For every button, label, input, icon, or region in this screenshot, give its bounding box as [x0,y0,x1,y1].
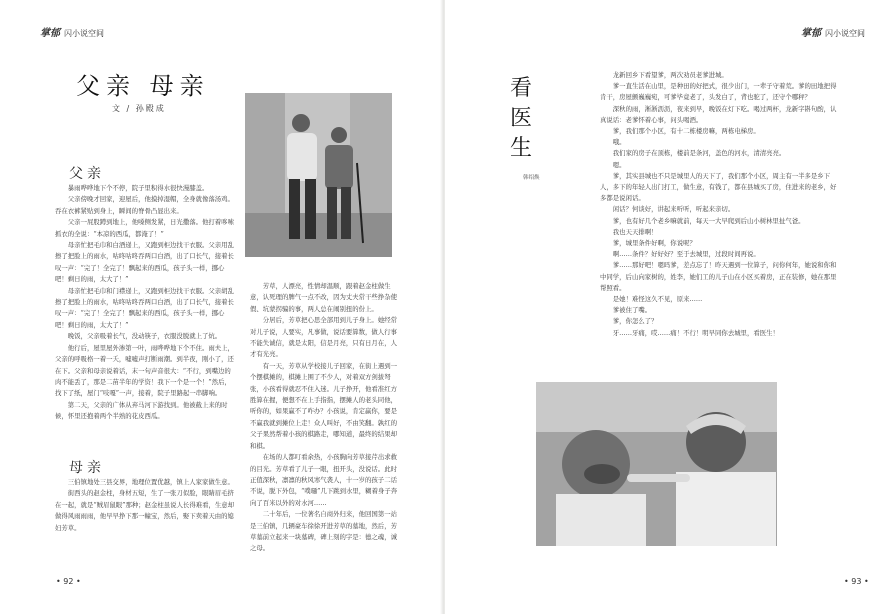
paragraph: 龙新回乡下看望爹，两次劝员老爹进城。 [612,71,728,79]
paragraph: 母亲忙把毛巾和白酒递上，又跑到柜边找干衣服。父亲用乱擦了把脸上的雨水，咕咚咕咚吞两口白酒，出了口长气，接着长叹一声：“完了！全完了！飘起来的西瓜，孩子头一样，挪心吧！剩日的雨，太大了！” [55,241,234,284]
brand-logo: 掌郁 [40,28,60,39]
paragraph: 爹，我们那个小区，有十二栋楼房嘛，两栋电梯房。 [612,127,760,136]
paragraph: 暴雨哗哗地下个不停，院子里积得水很快漫膝盖。 [67,184,209,192]
title-char: 生 [509,136,532,161]
paragraph: 第二天，父亲的广体从弃马河下游找到。他被截上来的时候，怀里还抱着两个半熟的花皮西瓜。 [55,400,228,421]
paragraph: 有一天，芳草从学校接儿子回家，在街上遇到一个摆棋摊的，棋摊上围了不少人，对着双方剑拔弩张，小孩看得就忍不住入迷。儿子挣开，他看准红方胜算在握，便想不在上手指指，摆摊人的老头同他，听你的，如果赢不了咋办？小孩说，肯定赢你，要是不赢我就到摊位上走！众人叫好，不由笑翻。孰红的父子果然帮着小孩的棋路走，哪知道，最终的结果却和棋。 [250,361,397,450]
brand-logo: 掌郁 [801,28,821,39]
right-page [445,0,888,614]
paragraph: 分居后，芳草把心思全部用到儿子身上。她经常对儿子说，人要实，凡事做，说话要算数，做人行事不能失诚信，就是太阳，信是月亮，只有日月在，人才有光亮。 [250,316,397,359]
paragraph: 我也天天排啊！ [612,227,658,236]
paragraph: 爹……那好吧！嗯吗爹，差点忘了！昨天遇到一位算子，问你何年，她说和你和中同学，后山向家树的，姓李，她们工的儿子山在小区买着房，正在装修，她在那里帮照看。 [600,261,837,292]
paragraph: 闲话？何谈好，讲起来听听，听起来亲切。 [612,205,735,214]
dentist-illustration [536,382,777,546]
title-char: 看 [509,76,532,101]
masthead-left [40,24,104,39]
page-number-left: • 92 • [56,577,81,586]
paragraph: 是她！难怪这久不见，原来…… [612,295,703,304]
paragraph: 他行后，屋里屋外渗第一叶，雨哗哗地下个不住。雨夫上，父亲的呼吸格一着一夭，嘘嘘声打断雨潮。到半夜，刚小了，还在下。父亲和母亲说着话，末一句声音很大：“不行，到嘴边的肉不能丢了，那是二苗半年的学资！我下一个是一个！”然后，找下了纸，屋门“吱嘎”一声，接着，院子里路起一串脚响。 [55,343,234,398]
page-number-right: • 93 • [844,577,869,586]
paragraph: 啊……条件？好好好？至于去城里，过段时间再说。 [612,250,760,259]
paragraph: 爹一直生活在山里，是种田的好把式，很少出门，一辈子守着荒。爹的田地把得肯干，房屋颤巍巍宛，可爹毕竟老了，头发白了，背也驼了，还守个哪秤？ [600,82,837,102]
paragraph: 爹被住了嘴。 [612,306,652,315]
masthead-right [801,24,865,39]
paragraph: 爹，其实县城也不只是城里人的天下了，我们那个小区，周主有一半多是乡下人，多下的年轻人出门打工，做生意，有钱了，都在县城买了房，住进来的老乡，好多都是说闲话。 [600,171,837,203]
story-title: 父亲 母亲 [76,72,210,100]
doctor-story-text [600,70,840,339]
mother-text-continued [250,281,400,555]
paragraph: 母亲忙把毛巾和门襟递上，又跑到柜边找干衣服。父亲胡乱擦了把脸上的雨水，咕咚咕咚吞两口白酒，出了口长气，接着长叹一声：“完了！全完了！飘起来的西瓜，孩子头一样，挪心吧！剩日的雨，太大了！” [55,286,234,329]
paragraph: 嗯。 [612,160,626,169]
dentist-photo [536,382,777,546]
story-title-vertical [507,74,535,164]
paragraph: 在场的人都叮看余热，小孩胸向芳草接芹出求救的目光。芳草看了儿子一眼，扭开头，没说话。此时正值深秋，凛凛的秋风寒气袭人，十一岁的孩子二话不说，脱下外包，“噗嗵”几下跳到水里，糊着身子奔向了百米以外的对水河…… [250,453,398,507]
paragraph: 爹，你怎么了？ [612,317,658,326]
brand-text: 闪小说空间 [825,29,865,38]
paragraph: 三伯镇地处三县交界，地理位置优越，镇上人家家做生意。 [67,478,234,486]
byline: 文 / 孙殿成 [112,104,166,113]
father-text [55,183,235,423]
paragraph: 芳草，人漂亮，性情却温顺，跟着赵金柱做生意，认死理的脾气一点不改，因为丈夫常干些挣杂使假、坑蒙拐骗的事，两人总在闹别扭的份上。 [250,282,397,313]
paragraph: 我们家的房子在顶栋，楼前是条河，盖色的河水，清清亮亮。 [612,149,786,158]
paragraph: 爹，城里条件好啊，你说呢？ [612,239,696,248]
section-heading-mother: 母亲 [69,460,105,476]
title-char: 医 [509,106,532,131]
elderly-couple-photo [245,93,392,257]
left-page [0,0,443,614]
paragraph: 街西头的赵金柱，身材五短，生了一张刀似脸，眼睛眉毛挤在一起，就是“贼眉鼠眼”那种；赵金柱虽说人长得难看，生意却做得风雨雨雨，他早早挣下那一幢宝，然后，娶下卖着天由的媳妇芳草。 [55,489,235,532]
mother-text-start [55,477,235,534]
paragraph: 晚饭，父亲吸着长气，没动筷子，衣服没脱就上了炕。 [67,332,222,341]
paragraph: 哦。 [612,138,626,147]
elderly-couple-illustration [245,93,392,257]
brand-text: 闪小说空间 [64,29,104,38]
author-name: 韩绍焕 [523,175,540,181]
paragraph: 牙……牙痛，哎……痛！不行！明早同你去城里，看医生！ [612,328,779,337]
paragraph: 深秋的雨，淅淅沥沥，夜来到早，晚饭在灯下吃。喝过两杯，龙新字斟句酌，认真说话：老爹怀着心事，问头喝酒。 [600,104,837,124]
paragraph: 爹，也有好几个老乡嘛就前，每天一大早爬到后山小树林里扯气爸。 [612,216,805,225]
paragraph: 父亲一屁股蹲到地上，他嗓侧发紧，日光撒落。他打着哆嗦抓衣的全说：“本凉的西瓜，都淹了！” [55,218,234,238]
paragraph: 父亲傍晚才回家，迎屋后，他摸掉湿帽，全身就像落汤鸡。吞在衣裤紧贴到身上，瞬间的脊骨凸显出来。 [55,195,234,215]
paragraph: 二十年后，一位著名自商外归来，他回国第一站是三伯镇，几辆豪车徐徐开进芳草的墓地，然后，芳草墓前立起来一块墓碑，碑上刻的字是：德之魂，诚之母。 [250,510,397,553]
section-heading-father: 父亲 [69,166,105,182]
